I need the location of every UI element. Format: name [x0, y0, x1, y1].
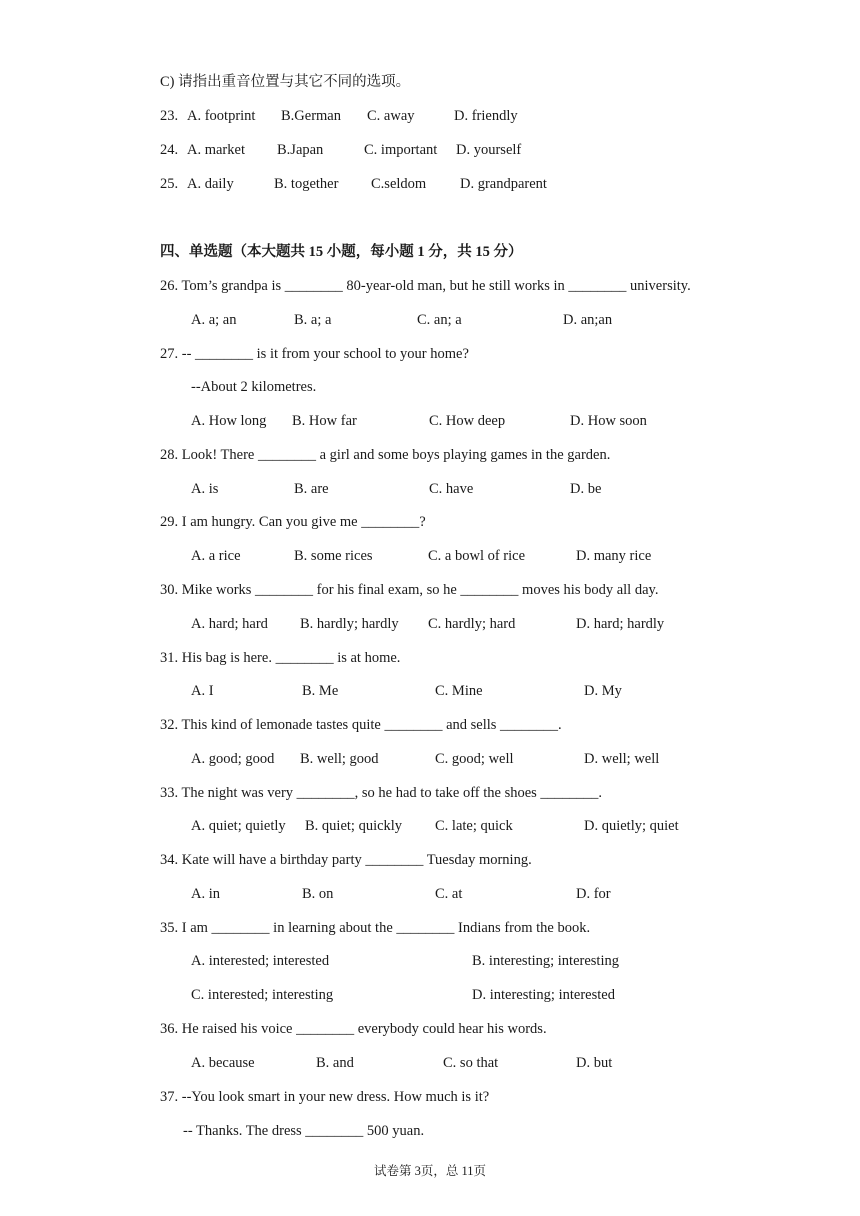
- option-b: B. a; a: [294, 312, 332, 328]
- option-a: A. daily: [187, 176, 234, 192]
- option-b: B. some rices: [294, 548, 373, 564]
- option-b: B.German: [281, 108, 341, 124]
- option-d: D. How soon: [570, 413, 647, 429]
- question-33-stem: 33. The night was very ________, so he had to take off the shoes ________.: [160, 785, 603, 801]
- option-c: C. interested; interesting: [191, 987, 334, 1003]
- option-d: D. well; well: [584, 751, 660, 767]
- question-29-stem: 29. I am hungry. Can you give me ________?: [160, 514, 426, 530]
- option-a: A. interested; interested: [191, 953, 330, 969]
- option-a: A. is: [191, 481, 219, 497]
- question-28-stem: 28. Look! There ________ a girl and some boys playing games in the garden.: [160, 447, 611, 463]
- option-b: B. hardly; hardly: [300, 616, 399, 632]
- question-32-stem: 32. This kind of lemonade tastes quite ________ and sells ________.: [160, 717, 562, 733]
- option-a: A. because: [191, 1055, 255, 1071]
- question-37-reply: -- Thanks. The dress ________ 500 yuan.: [183, 1123, 425, 1139]
- option-c: C. a bowl of rice: [428, 548, 526, 564]
- option-a: A. market: [187, 142, 245, 158]
- option-a: A. I: [191, 683, 214, 699]
- option-b: B. well; good: [300, 751, 379, 767]
- question-27-stem: 27. -- ________ is it from your school to your home?: [160, 346, 469, 362]
- question-37-stem: 37. --You look smart in your new dress. How much is it?: [160, 1089, 490, 1105]
- question-23: [160, 107, 178, 125]
- option-a: A. footprint: [187, 108, 256, 124]
- option-d: D. My: [584, 683, 622, 699]
- option-a: A. hard; hard: [191, 616, 268, 632]
- option-d: D. many rice: [576, 548, 652, 564]
- question-27-reply: --About 2 kilometres.: [191, 379, 317, 395]
- option-d: D. quietly; quiet: [584, 818, 679, 834]
- option-d: D. interesting; interested: [472, 987, 615, 1003]
- question-30-stem: 30. Mike works ________ for his final exam, so he ________ moves his body all day.: [160, 582, 659, 598]
- question-25: [160, 175, 178, 193]
- option-b: B. interesting; interesting: [472, 953, 619, 969]
- option-c: C. an; a: [417, 312, 462, 328]
- section-c-title: C) 请指出重音位置与其它不同的选项。: [160, 74, 411, 90]
- option-d: D. but: [576, 1055, 613, 1071]
- option-c: C. so that: [443, 1055, 499, 1071]
- question-number: 24.: [160, 142, 179, 158]
- option-c: C. good; well: [435, 751, 514, 767]
- option-b: B. and: [316, 1055, 354, 1071]
- option-d: D. be: [570, 481, 602, 497]
- option-a: A. in: [191, 886, 220, 902]
- question-34-stem: 34. Kate will have a birthday party ________ Tuesday morning.: [160, 852, 532, 868]
- option-b: B.Japan: [277, 142, 324, 158]
- option-c: C. important: [364, 142, 438, 158]
- option-b: B. are: [294, 481, 329, 497]
- option-d: D. yourself: [456, 142, 522, 158]
- option-d: D. friendly: [454, 108, 518, 124]
- option-c: C. have: [429, 481, 474, 497]
- option-d: D. grandparent: [460, 176, 547, 192]
- option-c: C. Mine: [435, 683, 483, 699]
- question-number: 23.: [160, 108, 179, 124]
- option-a: A. good; good: [191, 751, 275, 767]
- option-a: A. a rice: [191, 548, 241, 564]
- option-c: C. hardly; hard: [428, 616, 516, 632]
- option-d: D. for: [576, 886, 611, 902]
- question-36-stem: 36. He raised his voice ________ everybody could hear his words.: [160, 1021, 547, 1037]
- option-d: D. an;an: [563, 312, 613, 328]
- option-c: C. How deep: [429, 413, 506, 429]
- question-number: 25.: [160, 176, 179, 192]
- option-b: B. together: [274, 176, 339, 192]
- option-a: A. a; an: [191, 312, 237, 328]
- option-a: A. How long: [191, 413, 267, 429]
- question-31-stem: 31. His bag is here. ________ is at home.: [160, 650, 401, 666]
- page-footer: 试卷第 3页，总 11页: [373, 1164, 487, 1178]
- section-4-title: 四、单选题（本大题共 15 小题，每小题 1 分，共 15 分）: [160, 244, 523, 260]
- option-a: A. quiet; quietly: [191, 818, 286, 834]
- option-c: C. at: [435, 886, 463, 902]
- option-b: B. quiet; quickly: [305, 818, 403, 834]
- option-b: B. on: [302, 886, 334, 902]
- option-b: B. Me: [302, 683, 339, 699]
- option-c: C. late; quick: [435, 818, 513, 834]
- option-c: C. away: [367, 108, 415, 124]
- question-26-stem: 26. Tom’s grandpa is ________ 80-year-old man, but he still works in ________ university.: [160, 278, 691, 294]
- question-24: [160, 141, 178, 159]
- option-d: D. hard; hardly: [576, 616, 665, 632]
- option-c: C.seldom: [371, 176, 427, 192]
- option-b: B. How far: [292, 413, 357, 429]
- question-35-stem: 35. I am ________ in learning about the ________ Indians from the book.: [160, 920, 591, 936]
